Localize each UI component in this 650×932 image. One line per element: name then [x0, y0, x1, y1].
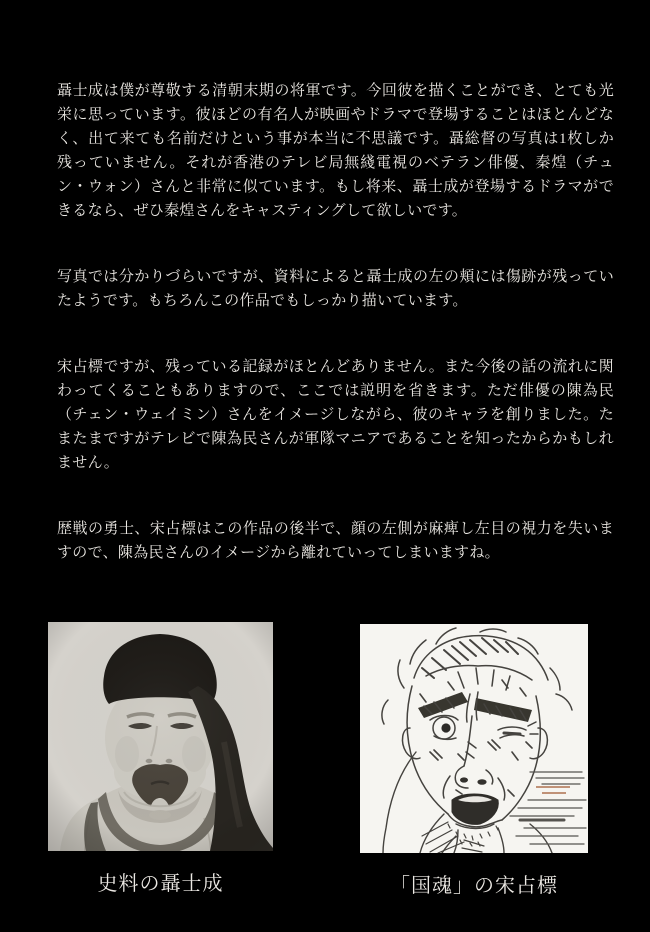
song-zhanbiao-sketch — [360, 624, 588, 853]
nie-shicheng-photo — [48, 622, 273, 851]
figure-nie-shicheng — [48, 622, 273, 896]
commentary-text — [57, 79, 614, 607]
paragraph-song-zhanbiao-later: 歴戦の勇士、宋占標はこの作品の後半で、顔の左側が麻痺し左目の視力を失いますので、陳為民さんのイメージから離れていってしまいますね。 — [57, 521, 614, 561]
figure-song-zhanbiao — [360, 624, 588, 898]
paragraph-scar-note: 写真では分かりづらいですが、資料によると聶士成の左の頬には傷跡が残っていたようです。もちろんこの作品でもしっかり描いています。 — [57, 269, 614, 309]
caption-song-zhanbiao: 「国魂」の宋占標 — [390, 875, 558, 897]
caption-nie-shicheng: 史料の聶士成 — [97, 873, 224, 895]
paragraph-song-zhanbiao-intro: 宋占標ですが、残っている記録がほとんどありません。また今後の話の流れに関わってくることもありますので、ここでは説明を省きます。ただ俳優の陳為民（チェン・ウェイミン）さんをイメージしながら、彼のキャラを創りました。たまたまですがテレビで陳為民さんが軍隊マニアであることを知ったからかもしれません。 — [57, 359, 614, 471]
paragraph-nie-shicheng-intro: 聶士成は僕が尊敬する清朝末期の将軍です。今回彼を描くことができ、とても光栄に思っています。彼ほどの有名人が映画やドラマで登場することはほとんどなく、出て来ても名前だけという事が本当に不思議です。聶総督の写真は1枚しか残っていません。それが香港のテレビ局無綫電視のベテラン俳優、秦煌（チュン・ウォン）さんと非常に似ています。もし将来、聶士成が登場するドラマができるなら、ぜひ秦煌さんをキャスティングして欲しいです。 — [57, 83, 614, 219]
